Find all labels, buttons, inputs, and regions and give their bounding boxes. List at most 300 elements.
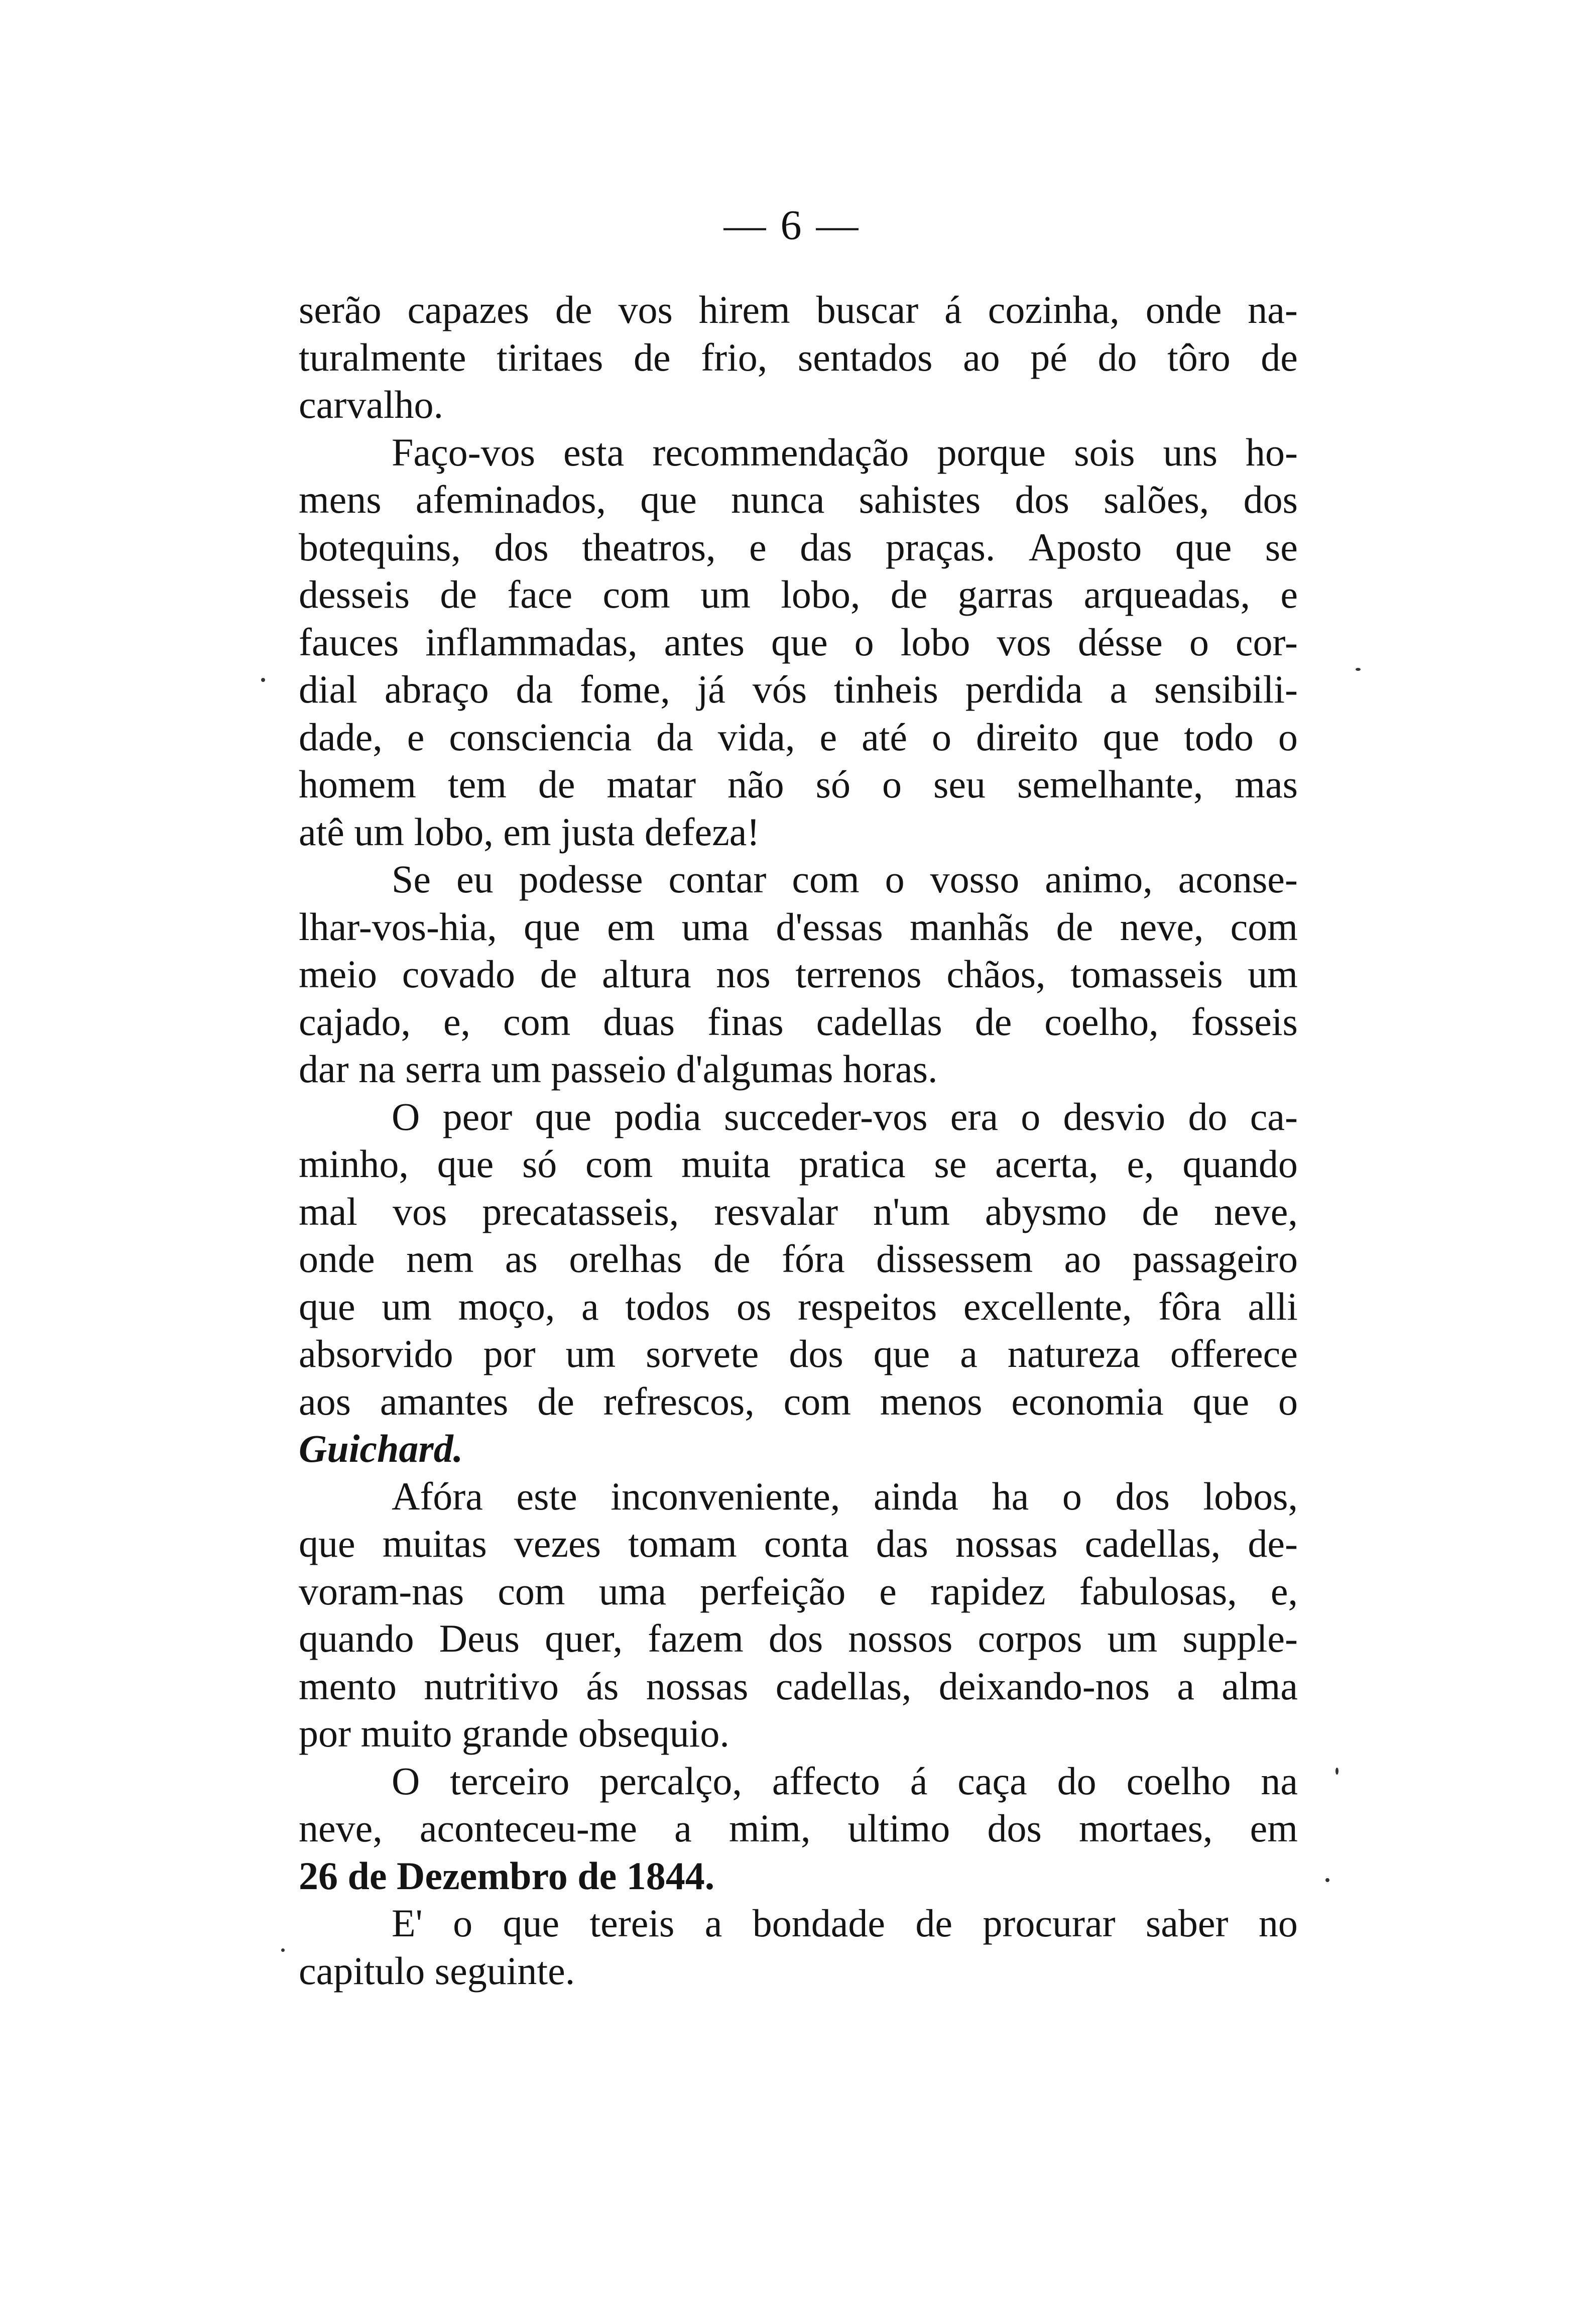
- word: na: [1261, 1759, 1298, 1803]
- word: as: [505, 1237, 538, 1281]
- word: economia: [1011, 1379, 1164, 1423]
- word: nem: [406, 1237, 474, 1281]
- word: tomasseis: [1070, 952, 1223, 996]
- word: salões,: [1104, 478, 1209, 521]
- word: era: [950, 1094, 998, 1138]
- word: fabulosas,: [1079, 1569, 1237, 1613]
- word: peor: [442, 1094, 513, 1138]
- word: alli: [1248, 1284, 1298, 1328]
- word: animo,: [1045, 857, 1153, 901]
- word: lhar-vos-hia,: [299, 904, 497, 949]
- word: com: [585, 1142, 653, 1186]
- word: nos: [716, 952, 771, 996]
- word: de: [540, 952, 577, 996]
- word: pratica: [799, 1142, 906, 1186]
- word: e: [749, 525, 767, 569]
- word: O: [392, 1094, 420, 1138]
- word: mim,: [728, 1806, 811, 1850]
- word: e: [819, 715, 837, 759]
- word: a: [704, 1901, 722, 1945]
- word: das: [876, 1522, 928, 1565]
- word: rapidez: [930, 1569, 1046, 1613]
- word: dial: [299, 667, 357, 711]
- word: um: [700, 572, 751, 616]
- word: finas: [707, 999, 784, 1043]
- word: este: [516, 1474, 577, 1518]
- word: tomam: [628, 1522, 737, 1565]
- word: d'essas: [776, 904, 883, 949]
- word: desseis: [299, 572, 410, 616]
- word: voram-nas: [299, 1569, 464, 1613]
- word: cadellas: [816, 999, 942, 1043]
- word: todos: [625, 1284, 710, 1328]
- word: direito: [976, 715, 1078, 759]
- text-line: por muito grande obsequio.: [299, 1711, 729, 1755]
- word: de: [890, 572, 928, 616]
- word: e: [407, 715, 425, 759]
- word: dos: [1015, 478, 1069, 521]
- word: em: [1250, 1806, 1298, 1850]
- word: fóra: [782, 1237, 845, 1281]
- word: á: [910, 1759, 928, 1803]
- word: sahistes: [859, 478, 981, 521]
- text-line: [299, 1473, 1298, 1521]
- print-speck: [1335, 1768, 1338, 1775]
- word: turalmente: [299, 335, 466, 379]
- word: que: [535, 1094, 592, 1138]
- word: E': [392, 1901, 423, 1945]
- word: de: [915, 1901, 952, 1945]
- text-line: [299, 334, 1298, 382]
- word: o: [1189, 620, 1209, 664]
- word: fôra: [1158, 1284, 1222, 1328]
- word: e: [879, 1569, 897, 1613]
- word: só: [522, 1142, 557, 1186]
- word: chãos,: [946, 952, 1046, 996]
- word: podia: [614, 1094, 701, 1138]
- text-line: capitulo seguinte.: [299, 1948, 575, 1993]
- word: muita: [681, 1142, 771, 1186]
- word: face: [507, 572, 573, 616]
- word: porque: [937, 430, 1046, 474]
- word: e,: [1270, 1569, 1298, 1613]
- text-line: [299, 1378, 1298, 1426]
- text-line: [299, 1568, 1298, 1615]
- word: que: [437, 1142, 494, 1186]
- word: de: [1142, 1189, 1179, 1233]
- word: um: [1248, 952, 1298, 996]
- word: muitas: [382, 1522, 487, 1565]
- word: tinheis: [833, 667, 938, 711]
- word: meio: [299, 952, 377, 996]
- word: antes: [664, 620, 745, 664]
- word: e: [1280, 572, 1298, 616]
- text-line: [299, 1283, 1298, 1331]
- word: todo: [1184, 715, 1254, 759]
- body-text: [299, 286, 1298, 1995]
- word: serão: [299, 288, 382, 331]
- text-line: [299, 571, 1298, 619]
- word: do: [1188, 1094, 1228, 1138]
- word: ca-: [1250, 1094, 1298, 1138]
- word: o: [1278, 715, 1298, 759]
- word: succeder-vos: [723, 1094, 928, 1138]
- word: affecto: [772, 1759, 880, 1803]
- word: duas: [603, 999, 675, 1043]
- word: de: [440, 572, 477, 616]
- word: vos: [392, 1189, 447, 1233]
- word: de: [713, 1237, 751, 1281]
- word: arqueadas,: [1083, 572, 1250, 616]
- word: abysmo: [985, 1189, 1107, 1233]
- text-line: [299, 1663, 1298, 1710]
- word: nossas: [646, 1664, 749, 1708]
- word: uma: [681, 904, 750, 949]
- word: Aposto: [1028, 525, 1142, 569]
- text-line: [299, 1188, 1298, 1236]
- word: vos: [997, 620, 1051, 664]
- word: e,: [443, 999, 471, 1043]
- word: recommendação: [652, 430, 909, 474]
- word: vós: [752, 667, 807, 711]
- word: não: [727, 762, 784, 806]
- text-line: [299, 286, 1298, 334]
- word: de: [555, 288, 592, 331]
- word: buscar: [816, 288, 919, 331]
- word: a: [1177, 1664, 1195, 1708]
- word: o: [1062, 1474, 1082, 1518]
- text-line: [299, 524, 1298, 571]
- word: botequins,: [299, 525, 461, 569]
- text-line: [299, 951, 1298, 998]
- word: hirem: [698, 288, 790, 331]
- word: com: [1230, 904, 1298, 949]
- word: caça: [957, 1759, 1027, 1803]
- word: theatros,: [582, 525, 716, 569]
- word: dos: [987, 1806, 1042, 1850]
- word: abraço: [384, 667, 489, 711]
- word: n'um: [873, 1189, 950, 1233]
- word: praças.: [885, 525, 996, 569]
- text-line: [299, 666, 1298, 714]
- word: do: [1057, 1759, 1096, 1803]
- word: o: [932, 715, 952, 759]
- word: que: [503, 1901, 560, 1945]
- word: Faço-vos: [392, 430, 535, 474]
- word: ao: [1064, 1237, 1102, 1281]
- word: desvio: [1063, 1094, 1166, 1138]
- text-line: [299, 1805, 1298, 1852]
- word: a: [960, 1332, 978, 1375]
- word: fauces: [299, 620, 399, 664]
- word: Afóra: [392, 1474, 483, 1518]
- text-line: 26 de Dezembro de 1844.: [299, 1853, 715, 1898]
- word: sois: [1074, 430, 1135, 474]
- word: alma: [1222, 1664, 1298, 1708]
- word: aconteceu-me: [419, 1806, 637, 1850]
- word: neve,: [1120, 904, 1204, 949]
- paragraph: [299, 1900, 1298, 1995]
- word: da: [516, 667, 553, 711]
- word: o: [885, 857, 905, 901]
- word: mal: [299, 1189, 357, 1233]
- word: perfeição: [700, 1569, 846, 1613]
- word: que: [771, 620, 828, 664]
- text-line: [299, 1093, 1298, 1141]
- word: de: [538, 762, 575, 806]
- word: offerece: [1170, 1332, 1298, 1375]
- word: de: [1261, 335, 1298, 379]
- word: cajado,: [299, 999, 411, 1043]
- word: na-: [1248, 288, 1298, 331]
- word: refrescos,: [603, 1379, 755, 1423]
- word: lobo,: [781, 572, 861, 616]
- paragraph: [299, 1473, 1298, 1758]
- word: já: [697, 667, 725, 711]
- paragraph: [299, 1093, 1298, 1473]
- text-line: [299, 1520, 1298, 1568]
- text-line: [299, 1235, 1298, 1283]
- text-line: carvalho.: [299, 383, 444, 426]
- word: que: [640, 478, 697, 521]
- word: supple-: [1182, 1616, 1298, 1660]
- word: neve,: [299, 1806, 383, 1850]
- word: dade,: [299, 715, 383, 759]
- word: resvalar: [714, 1189, 838, 1233]
- word: quando: [1182, 1142, 1298, 1186]
- word: dos: [1115, 1474, 1170, 1518]
- word: á: [944, 288, 962, 331]
- word: mens: [299, 478, 382, 521]
- word: da: [656, 715, 693, 759]
- word: dos: [789, 1332, 843, 1375]
- word: lobo: [900, 620, 970, 664]
- word: o: [882, 762, 902, 806]
- word: precatasseis,: [482, 1189, 679, 1233]
- word: moço,: [458, 1284, 555, 1328]
- word: com: [783, 1379, 851, 1423]
- word: por: [483, 1332, 536, 1375]
- word: onde: [299, 1237, 375, 1281]
- word: nossas: [955, 1522, 1058, 1565]
- word: dissessem: [876, 1237, 1033, 1281]
- text-line: [299, 1140, 1298, 1188]
- word: dos: [494, 525, 549, 569]
- word: um: [382, 1284, 432, 1328]
- text-line: [299, 761, 1298, 808]
- word: perdida: [965, 667, 1083, 711]
- print-speck: [1325, 1878, 1329, 1882]
- word: vida,: [717, 715, 795, 759]
- word: terrenos: [795, 952, 922, 996]
- word: matar: [606, 762, 696, 806]
- word: uns: [1163, 430, 1217, 474]
- word: e,: [1127, 1142, 1154, 1186]
- print-speck: [1356, 668, 1361, 671]
- word: saber: [1145, 1901, 1229, 1945]
- word: respeitos: [797, 1284, 937, 1328]
- word: fosseis: [1191, 999, 1298, 1043]
- word: que: [299, 1522, 355, 1565]
- word: excellente,: [963, 1284, 1132, 1328]
- word: nossos: [848, 1616, 953, 1660]
- word: mento: [299, 1664, 397, 1708]
- word: Deus: [439, 1616, 520, 1660]
- paragraph: [299, 856, 1298, 1093]
- word: que: [299, 1284, 355, 1328]
- text-line: [299, 998, 1298, 1046]
- text-line: [299, 903, 1298, 951]
- word: a: [581, 1284, 599, 1328]
- text-line: [299, 476, 1298, 524]
- word: lobos,: [1203, 1474, 1298, 1518]
- word: uma: [598, 1569, 666, 1613]
- text-line: atê um lobo, em justa defeza!: [299, 809, 760, 854]
- word: esta: [563, 430, 625, 474]
- word: de: [974, 999, 1012, 1043]
- word: consciencia: [449, 715, 632, 759]
- word: onde: [1145, 288, 1222, 331]
- word: bondade: [752, 1901, 885, 1945]
- word: pé: [1030, 335, 1067, 379]
- word: vosso: [930, 857, 1020, 901]
- word: absorvido: [299, 1332, 453, 1375]
- word: um: [1107, 1616, 1158, 1660]
- word: coelho: [1126, 1759, 1231, 1803]
- italic-name: Guichard.: [299, 1427, 463, 1470]
- word: que: [524, 904, 580, 949]
- word: altura: [602, 952, 691, 996]
- word: coelho,: [1044, 999, 1159, 1043]
- word: ultimo: [847, 1806, 950, 1850]
- word: minho,: [299, 1142, 409, 1186]
- word: capazes: [407, 288, 529, 331]
- word: ao: [963, 335, 1000, 379]
- word: no: [1258, 1901, 1298, 1945]
- paragraph: [299, 1758, 1298, 1900]
- text-line: [299, 714, 1298, 761]
- print-speck: [281, 1948, 285, 1952]
- word: se: [934, 1142, 967, 1186]
- word: sorvete: [646, 1332, 759, 1375]
- text-line: [299, 619, 1298, 666]
- word: de: [1056, 904, 1093, 949]
- word: garras: [957, 572, 1054, 616]
- word: do: [1098, 335, 1137, 379]
- word: que: [1175, 525, 1232, 569]
- word: ha: [992, 1474, 1029, 1518]
- word: com: [498, 1569, 565, 1613]
- word: corpos: [978, 1616, 1082, 1660]
- word: o: [453, 1901, 473, 1945]
- word: que: [1192, 1379, 1250, 1423]
- word: tem: [447, 762, 507, 806]
- word: se: [1265, 525, 1298, 569]
- word: o: [854, 620, 874, 664]
- word: que: [873, 1332, 930, 1375]
- word: com: [602, 572, 670, 616]
- word: procurar: [983, 1901, 1116, 1945]
- word: natureza: [1007, 1332, 1140, 1375]
- word: ainda: [874, 1474, 958, 1518]
- word: o: [1278, 1379, 1298, 1423]
- word: fazem: [648, 1616, 744, 1660]
- word: dos: [1243, 478, 1298, 521]
- word: dos: [768, 1616, 823, 1660]
- word: sentados: [797, 335, 933, 379]
- word: a: [1110, 667, 1128, 711]
- word: um: [565, 1332, 616, 1375]
- word: désse: [1077, 620, 1163, 664]
- text-line: [299, 1900, 1298, 1947]
- word: o: [1021, 1094, 1041, 1138]
- word: tôro: [1167, 335, 1231, 379]
- word: O: [392, 1759, 420, 1803]
- word: fome,: [579, 667, 670, 711]
- word: nutritivo: [424, 1664, 559, 1708]
- word: menos: [880, 1379, 983, 1423]
- word: neve,: [1214, 1189, 1298, 1233]
- word: acerta,: [995, 1142, 1099, 1186]
- paragraph: [299, 429, 1298, 856]
- word: contar: [668, 857, 767, 901]
- word: de: [633, 335, 671, 379]
- word: covado: [402, 952, 515, 996]
- word: afeminados,: [415, 478, 606, 521]
- word: de: [537, 1379, 574, 1423]
- word: quer,: [545, 1616, 623, 1660]
- word: frio,: [701, 335, 768, 379]
- text-line: [299, 1425, 1298, 1473]
- word: passageiro: [1132, 1237, 1298, 1281]
- word: até: [862, 715, 908, 759]
- word: nunca: [731, 478, 825, 521]
- paragraph: [299, 286, 1298, 429]
- word: inflammadas,: [425, 620, 638, 664]
- word: conta: [764, 1522, 849, 1565]
- word: amantes: [380, 1379, 509, 1423]
- word: vos: [618, 288, 673, 331]
- word: das: [800, 525, 852, 569]
- word: vezes: [514, 1522, 601, 1565]
- word: sensibili-: [1154, 667, 1298, 711]
- word: em: [607, 904, 655, 949]
- word: eu: [456, 857, 494, 901]
- print-speck: [261, 678, 265, 682]
- text-line: [299, 1330, 1298, 1378]
- word: semelhante,: [1017, 762, 1203, 806]
- word: mas: [1235, 762, 1298, 806]
- word: cozinha,: [988, 288, 1120, 331]
- word: cadellas,: [1084, 1522, 1221, 1565]
- word: cor-: [1235, 620, 1298, 664]
- page-number: — 6 —: [723, 202, 861, 249]
- word: mortaes,: [1079, 1806, 1213, 1850]
- word: só: [815, 762, 851, 806]
- word: quando: [299, 1616, 414, 1660]
- word: os: [736, 1284, 772, 1328]
- text-line: [299, 856, 1298, 903]
- word: com: [792, 857, 860, 901]
- text-line: dar na serra um passeio d'algumas horas.: [299, 1047, 938, 1091]
- word: manhãs: [910, 904, 1030, 949]
- word: terceiro: [450, 1759, 570, 1803]
- word: aconse-: [1178, 857, 1298, 901]
- word: percalço,: [599, 1759, 742, 1803]
- text-line: [299, 1758, 1298, 1805]
- word: orelhas: [569, 1237, 682, 1281]
- word: de-: [1248, 1522, 1298, 1565]
